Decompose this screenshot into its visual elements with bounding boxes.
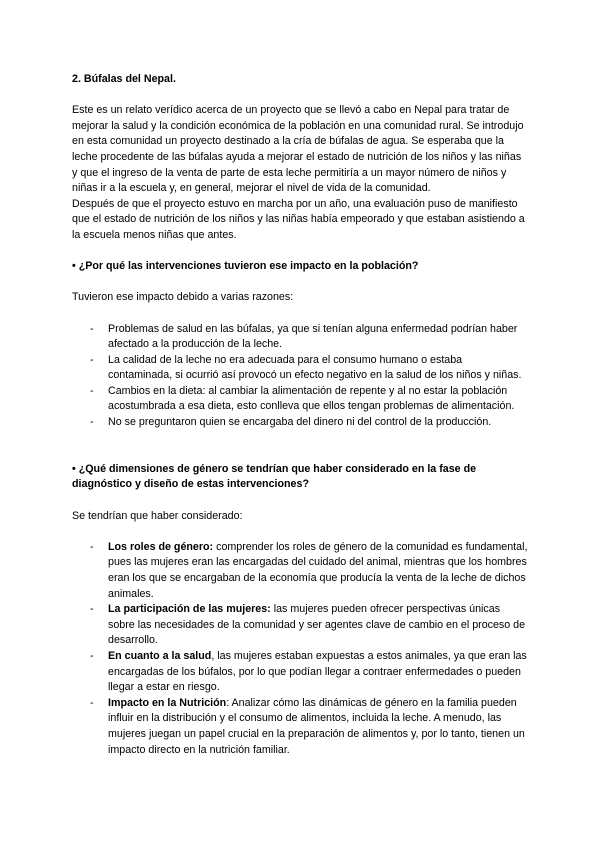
list-item bbox=[72, 322, 528, 353]
spacer bbox=[72, 431, 528, 447]
spacer bbox=[72, 446, 528, 462]
dash-bullet: - bbox=[90, 649, 94, 662]
dash-bullet: - bbox=[90, 696, 94, 709]
list-item-text: La calidad de la leche no era adecuada para el consumo humano o estaba contaminada, si ocurrió así provocó un efecto negativo en la salud de los niños y niñas. bbox=[108, 353, 522, 382]
dash-bullet: - bbox=[90, 416, 94, 429]
list-item bbox=[72, 649, 528, 696]
spacer bbox=[72, 275, 528, 291]
document-title: 2. Búfalas del Nepal. bbox=[72, 73, 176, 85]
dash-bullet: - bbox=[90, 384, 94, 397]
list-item bbox=[72, 602, 528, 649]
dash-bullet: - bbox=[90, 353, 94, 366]
list-item-text: , las mujeres estaban expuestas a estos animales, ya que eran las encargadas de los búfalos, por lo que podían llegar a contraer enfermedades o pueden llegar a estar en riesgo. bbox=[108, 649, 527, 694]
list-item bbox=[72, 540, 528, 602]
answer-1-lead: Tuvieron ese impacto debido a varias razones: bbox=[72, 291, 294, 304]
list-item-term: Impacto en la Nutrición bbox=[108, 696, 227, 709]
question-2: • ¿Qué dimensiones de género se tendrían que haber considerado en la fase de diagnóstico y diseño de estas intervenciones? bbox=[72, 462, 477, 491]
spacer bbox=[72, 244, 528, 260]
list-item-text: Cambios en la dieta: al cambiar la alimentación de repente y al no estar la población acostumbrada a esa dieta, esto conlleva que ellos tengan problemas de alimentación. bbox=[108, 384, 515, 413]
list-item-text: : Analizar cómo las dinámicas de género en la familia pueden influir en la distribución y el consumo de alimentos, incluida la leche. A menudo, las mujeres juegan un papel crucial en la preparación de alimentos y, por lo tanto, tienen un impacto directo en la nutrición familiar. bbox=[108, 696, 525, 756]
list-item bbox=[72, 696, 528, 758]
document-page bbox=[72, 72, 528, 758]
list-item-text: comprender los roles de género de la comunidad es fundamental, pues las mujeres eran las encargadas del cuidado del animal, mientras que los hombres eran los que se encargaban de la economía que producía la venta de la leche de dichos animales. bbox=[108, 540, 528, 600]
list-item bbox=[72, 353, 528, 384]
list-item-term: En cuanto a la salud bbox=[108, 649, 212, 662]
answer-1-list bbox=[72, 322, 528, 431]
dash-bullet: - bbox=[90, 322, 94, 335]
spacer bbox=[72, 493, 528, 509]
question-1: • ¿Por qué las intervenciones tuvieron ese impacto en la población? bbox=[72, 260, 419, 273]
dash-bullet: - bbox=[90, 603, 94, 616]
dash-bullet: - bbox=[90, 540, 94, 553]
list-item-text: Problemas de salud en las búfalas, ya que si tenían alguna enfermedad podrían haber afectado a la producción de la leche. bbox=[108, 322, 518, 351]
spacer bbox=[72, 306, 528, 322]
spacer bbox=[72, 88, 528, 104]
list-item bbox=[72, 384, 528, 415]
list-item-term: Los roles de género: bbox=[108, 540, 214, 553]
list-item bbox=[72, 415, 528, 431]
answer-2-list bbox=[72, 540, 528, 758]
answer-2-lead: Se tendrían que haber considerado: bbox=[72, 509, 243, 522]
intro-paragraph-2: Después de que el proyecto estuvo en marcha por un año, una evaluación puso de manifiesto que el estado de nutrición de los niños y las niñas había empeorado y que estaban asistiendo a la escuela menos niñas que antes. bbox=[72, 197, 525, 241]
list-item-text: las mujeres pueden ofrecer perspectivas únicas sobre las necesidades de la comunidad y ser agentes clave de cambio en el proceso de desarrollo. bbox=[108, 603, 526, 647]
list-item-text: No se preguntaron quien se encargaba del dinero ni del control de la producción. bbox=[108, 416, 492, 429]
intro-paragraph-1: Este es un relato verídico acerca de un proyecto que se llevó a cabo en Nepal para tratar de mejorar la salud y la condición económica de la población en una comunidad rural. Se introdujo en esta comunidad un proyecto destinado a la cría de búfalas de agua. Se esperaba que la leche procedente de las búfalas ayuda a mejorar el estado de nutrición de los niños y las niñas y que el ingreso de la venta de parte de esta leche permitiría a un mayor número de niños y niñas ir a la escuela y, en general, mejorar el nivel de vida de la comunidad. bbox=[72, 104, 524, 195]
spacer bbox=[72, 524, 528, 540]
list-item-term: La participación de las mujeres: bbox=[108, 603, 271, 616]
